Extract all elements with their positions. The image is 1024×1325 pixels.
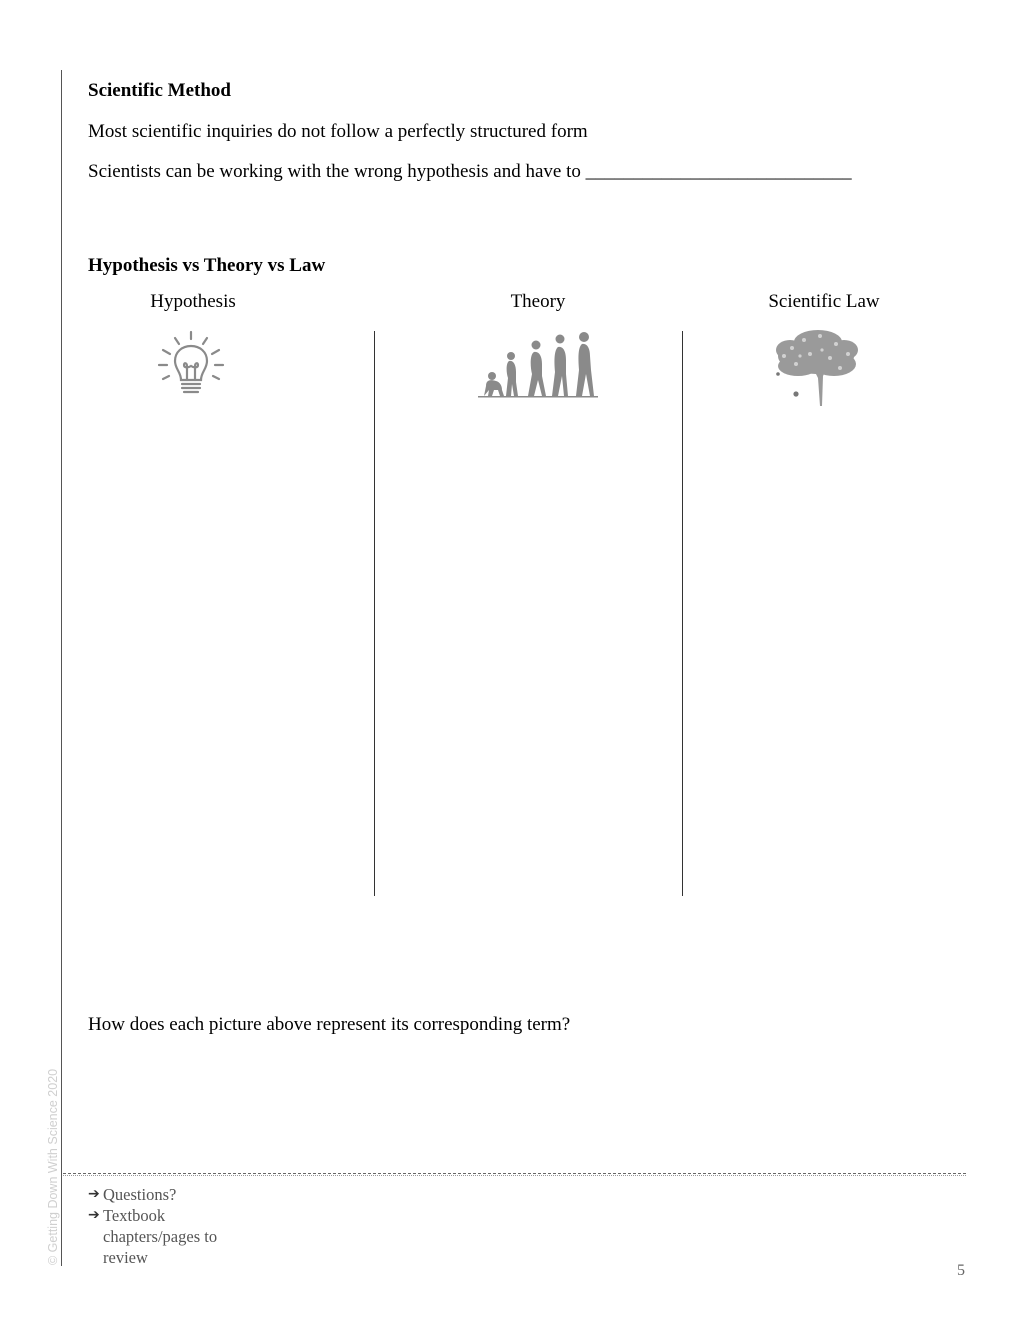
reflection-question: How does each picture above represent its corresponding term?	[88, 1014, 571, 1035]
fill-in-statement: Scientists can be working with the wrong hypothesis and have to ____________________________	[88, 161, 852, 182]
statement-inquiries: Most scientific inquiries do not follow a perfectly structured form	[88, 121, 588, 142]
left-margin-rule	[61, 70, 62, 1266]
column-header-hypothesis: Hypothesis	[150, 291, 236, 312]
column-divider-1	[374, 331, 375, 896]
footer-notes	[88, 1184, 233, 1268]
arrow-right-icon: ➔	[88, 1186, 100, 1202]
evolution-icon	[478, 330, 598, 398]
apple-tree-icon	[770, 326, 862, 408]
footer-item-label: Questions?	[103, 1185, 177, 1204]
footer-separator-dots	[63, 1175, 966, 1176]
page-number: 5	[957, 1262, 965, 1279]
footer-item-textbook	[88, 1205, 233, 1268]
footer-item-questions	[88, 1184, 233, 1205]
section-title-scientific-method: Scientific Method	[88, 80, 232, 101]
copyright-watermark: © Getting Down With Science 2020	[46, 1068, 60, 1265]
arrow-right-icon: ➔	[88, 1207, 100, 1223]
footer-separator	[63, 1173, 966, 1174]
footer-item-label: Textbook chapters/pages to review	[103, 1206, 218, 1267]
column-header-theory: Theory	[510, 291, 566, 312]
section-title-comparison: Hypothesis vs Theory vs Law	[88, 255, 326, 276]
column-header-scientific-law: Scientific Law	[768, 291, 880, 312]
column-divider-2	[682, 331, 683, 896]
lightbulb-icon	[154, 330, 228, 398]
